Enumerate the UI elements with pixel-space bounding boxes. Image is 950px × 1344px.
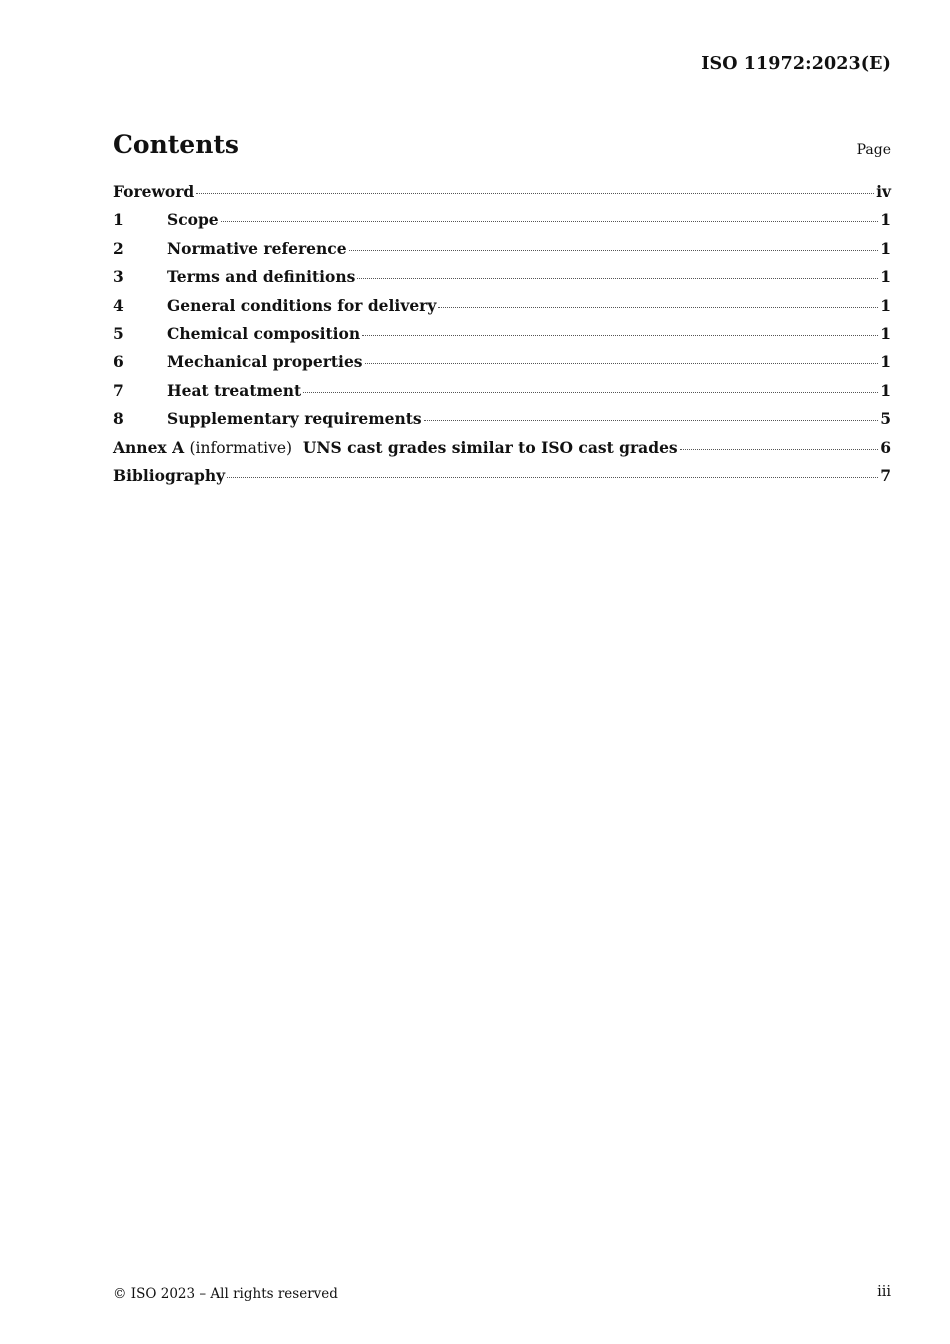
toc-entry-title: Normative reference — [167, 238, 347, 258]
toc-entry-heat-treatment[interactable] — [113, 381, 891, 409]
table-of-contents — [113, 182, 891, 494]
dot-leader — [227, 477, 878, 478]
dot-leader — [424, 420, 879, 421]
toc-entry-number: 6 — [113, 352, 124, 372]
toc-entry-title: Scope — [167, 210, 219, 230]
toc-entry-annex-a[interactable] — [113, 438, 891, 466]
toc-entry-terms-and-definitions[interactable] — [113, 267, 891, 295]
toc-entry-title-group — [113, 438, 678, 457]
toc-entry-page: iv — [876, 182, 891, 201]
toc-entry-supplementary-requirements[interactable] — [113, 409, 891, 437]
toc-entry-title: Bibliography — [113, 465, 226, 485]
toc-entry-normative-reference[interactable] — [113, 239, 891, 267]
toc-entry-title: Chemical composition — [167, 323, 361, 343]
toc-entry-page: 5 — [880, 409, 891, 429]
dot-leader — [438, 307, 878, 308]
page-number: iii — [877, 1284, 891, 1300]
toc-entry-page: 1 — [880, 210, 891, 230]
toc-entry-foreword[interactable] — [113, 182, 891, 210]
contents-title: Contents — [113, 130, 240, 159]
toc-entry-title: General conditions for delivery — [167, 295, 437, 315]
toc-entry-mechanical-properties[interactable] — [113, 352, 891, 380]
toc-entry-title: Terms and definitions — [167, 267, 356, 287]
dot-leader — [680, 449, 879, 450]
toc-entry-number: 1 — [113, 210, 124, 230]
toc-entry-subtitle: UNS cast grades similar to ISO cast grades — [302, 437, 678, 457]
toc-entry-title: Foreword — [113, 182, 195, 201]
dot-leader — [221, 221, 879, 222]
toc-entry-page: 1 — [880, 323, 891, 343]
toc-entry-title: Mechanical properties — [167, 352, 363, 372]
toc-entry-number: 5 — [113, 323, 124, 343]
toc-entry-page: 1 — [880, 352, 891, 372]
dot-leader — [362, 335, 878, 336]
toc-entry-number: 8 — [113, 409, 124, 429]
toc-entry-chemical-composition[interactable] — [113, 324, 891, 352]
toc-entry-number: 4 — [113, 295, 124, 315]
toc-entry-page: 1 — [880, 380, 891, 400]
toc-entry-title: Annex A — [113, 437, 185, 457]
dot-leader — [357, 278, 878, 279]
copyright-notice: © ISO 2023 – All rights reserved — [113, 1286, 338, 1302]
toc-entry-general-conditions[interactable] — [113, 296, 891, 324]
toc-entry-page: 1 — [880, 267, 891, 287]
toc-entry-qualifier: (informative) — [189, 438, 293, 457]
dot-leader — [196, 193, 874, 194]
toc-entry-scope[interactable] — [113, 210, 891, 238]
dot-leader — [365, 363, 879, 364]
toc-entry-number: 7 — [113, 380, 124, 400]
toc-entry-page: 7 — [880, 465, 891, 485]
toc-entry-number: 3 — [113, 267, 124, 287]
document-id: ISO 11972:2023(E) — [701, 54, 891, 74]
toc-entry-number: 2 — [113, 238, 124, 258]
toc-entry-bibliography[interactable] — [113, 466, 891, 494]
toc-entry-title: Heat treatment — [167, 380, 302, 400]
dot-leader — [303, 392, 878, 393]
toc-entry-page: 1 — [880, 238, 891, 258]
toc-entry-title: Supplementary requirements — [167, 409, 422, 429]
page-column-label: Page — [856, 142, 891, 158]
toc-entry-page: 6 — [880, 437, 891, 457]
dot-leader — [349, 250, 879, 251]
toc-entry-page: 1 — [880, 295, 891, 315]
